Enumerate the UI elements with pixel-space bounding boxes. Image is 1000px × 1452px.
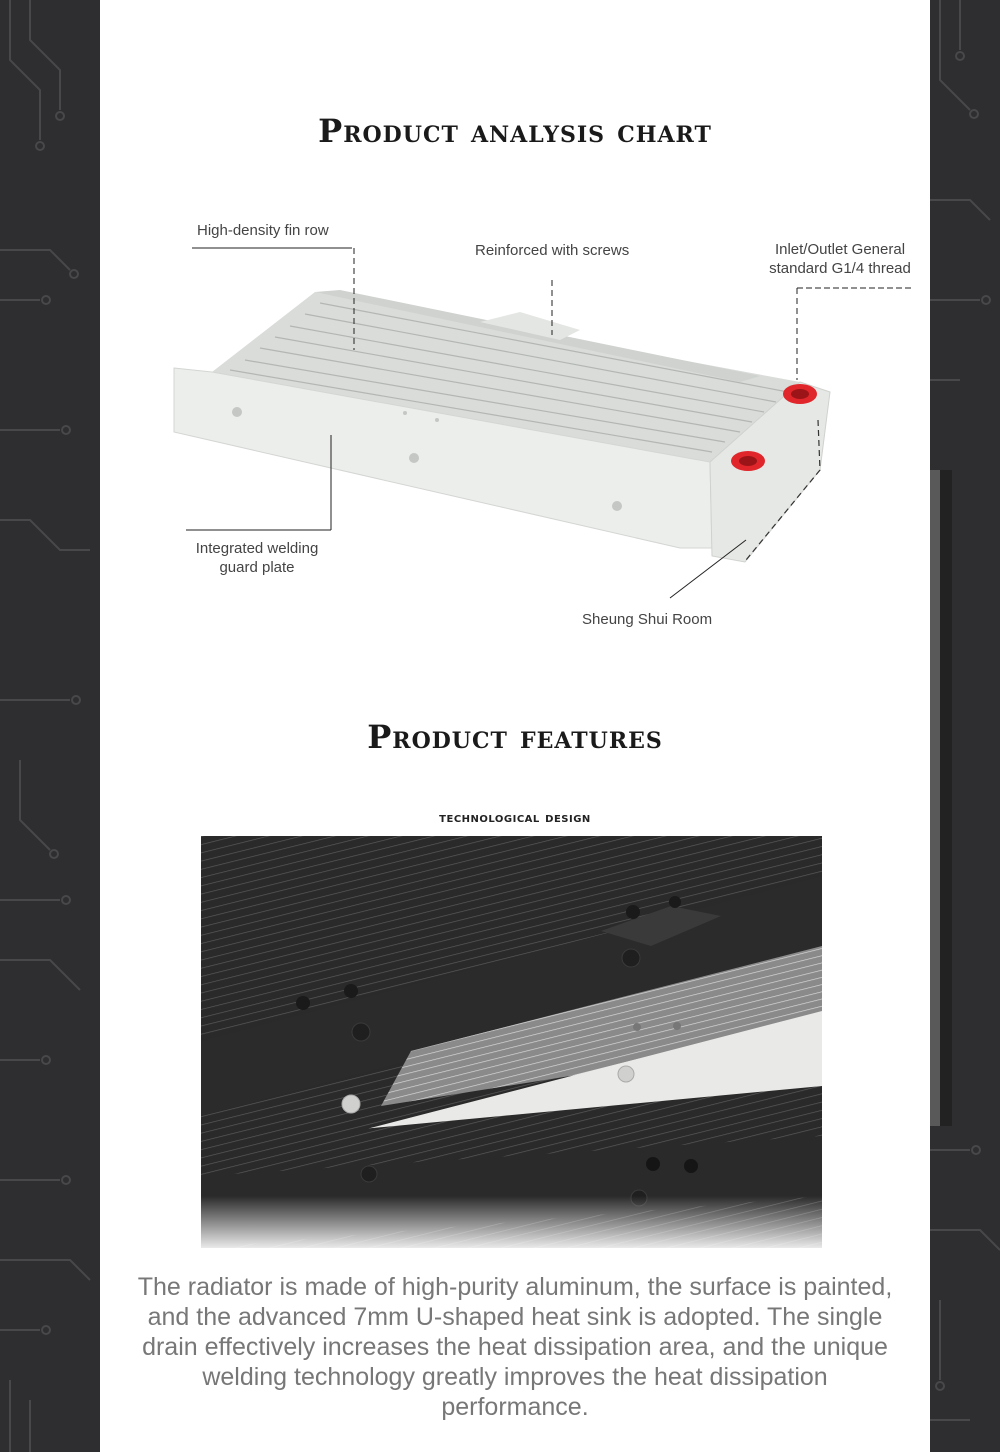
outlet-port <box>731 451 765 471</box>
callout-welding-line2: guard plate <box>219 559 295 576</box>
callout-water-room: Sheung Shui Room <box>582 611 713 628</box>
left-circuit-panel <box>0 0 100 1452</box>
callout-welding <box>182 539 332 577</box>
callout-fin-row: High-density fin row <box>197 222 329 239</box>
features-subtitle: technological design <box>439 810 591 826</box>
inlet-port <box>783 384 817 404</box>
product-page <box>100 0 930 1452</box>
analysis-title: Product analysis chart <box>318 112 712 150</box>
callout-inlet-line1: Inlet/Outlet General <box>774 241 906 258</box>
product-closeup-photo <box>201 836 822 1248</box>
callout-screws: Reinforced with screws <box>475 242 630 259</box>
callout-welding-line1: Integrated welding <box>195 540 319 557</box>
product-description: The radiator is made of high-purity aluminum, the surface is painted, and the advanced 7mm U-shaped heat sink is adopted. The single drain effectively increases the heat dissipation area, and the unique welding technology greatly improves the heat dissipation performance. <box>137 1273 893 1421</box>
circuit-pattern-left <box>0 0 100 1452</box>
radiator-closeup-illustration <box>201 836 822 1248</box>
callout-inlet-line2: standard G1/4 thread <box>769 260 911 277</box>
features-title: Product features <box>367 718 663 756</box>
radiator-diagram <box>100 0 930 700</box>
callout-inlet <box>760 240 920 278</box>
